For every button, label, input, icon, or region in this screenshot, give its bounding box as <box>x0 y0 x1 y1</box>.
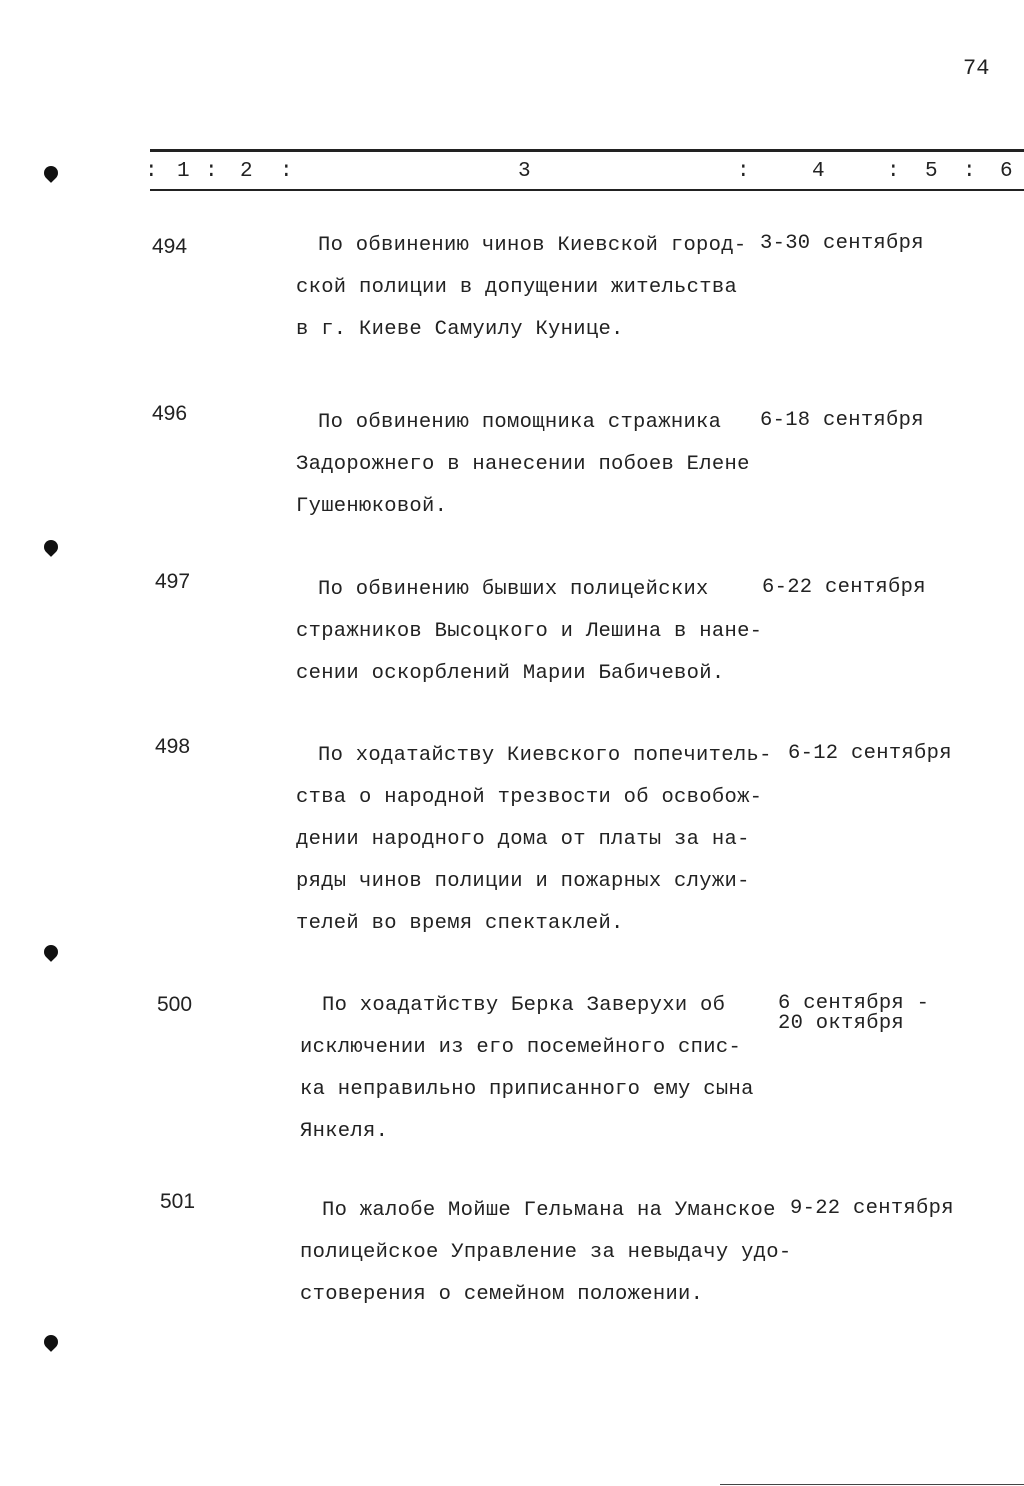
column-separator: : <box>205 160 218 183</box>
entry-date: 6-12 сентября <box>788 742 952 765</box>
entry-text-line: По жалобе Мойше Гельмана на Уманское <box>322 1199 776 1222</box>
binding-hole-mark <box>41 1332 61 1352</box>
entry-text-line: По обвинению бывших полицейских <box>318 578 709 601</box>
column-separator: : <box>963 160 976 183</box>
entry-text-line: стоверения о семейном положении. <box>300 1283 704 1306</box>
column-header-6: 6 <box>1000 160 1013 183</box>
entry-text-line: ка неправильно приписанного ему сына <box>300 1078 754 1101</box>
entry-text-line: Гушенюковой. <box>296 495 448 518</box>
entry-number: 498 <box>155 735 191 758</box>
entry-date: 6 сентября - <box>778 992 930 1015</box>
entry-text-line: в г. Киеве Самуилу Кунице. <box>296 318 624 341</box>
entry-text-line: сении оскорблений Марии Бабичевой. <box>296 662 725 685</box>
entry-text-line: полицейское Управление за невыдачу удо- <box>300 1241 792 1264</box>
entry-text-line: дении народного дома от платы за на- <box>296 828 750 851</box>
entry-number: 497 <box>155 570 191 593</box>
entry-text-line: По обвинению чинов Киевской город- <box>318 234 747 257</box>
entry-text-line: Задорожнего в нанесении побоев Елене <box>296 453 750 476</box>
entry-date: 6-22 сентября <box>762 576 926 599</box>
header-top-rule <box>150 149 1024 152</box>
binding-hole-mark <box>41 163 61 183</box>
entry-text-line: По хоадатйству Берка Заверухи об <box>322 994 726 1017</box>
entry-date: 6-18 сентября <box>760 409 924 432</box>
entry-text-line: исключении из его посемейного спис- <box>300 1036 742 1059</box>
entry-text-line: По ходатайству Киевского попечитель- <box>318 744 772 767</box>
entry-date: 9-22 сентября <box>790 1197 954 1220</box>
header-bottom-rule <box>150 189 1024 191</box>
column-separator: : <box>280 160 293 183</box>
entry-text-line: ства о народной трезвости об освобож- <box>296 786 763 809</box>
column-separator: : <box>887 160 900 183</box>
entry-text-line: По обвинению помощника стражника <box>318 411 722 434</box>
column-header-5: 5 <box>925 160 938 183</box>
binding-hole-mark <box>41 942 61 962</box>
entry-number: 494 <box>152 235 188 258</box>
bottom-rule <box>720 1484 1024 1485</box>
entry-text-line: ряды чинов полиции и пожарных служи- <box>296 870 750 893</box>
entry-text-line: Янкеля. <box>300 1120 389 1143</box>
column-header-1: 1 <box>177 160 190 183</box>
entry-date: 20 октября <box>778 1012 905 1035</box>
binding-hole-mark <box>41 537 61 557</box>
entry-date: 3-30 сентября <box>760 232 924 255</box>
entry-number: 501 <box>160 1190 196 1213</box>
page-number: 74 <box>963 56 990 81</box>
entry-number: 500 <box>157 993 193 1016</box>
column-separator: : <box>737 160 750 183</box>
column-header-2: 2 <box>240 160 253 183</box>
column-separator: : <box>145 160 158 183</box>
entry-text-line: стражников Высоцкого и Лешина в нане- <box>296 620 763 643</box>
entry-text-line: ской полиции в допущении жительства <box>296 276 738 299</box>
entry-text-line: телей во время спектаклей. <box>296 912 624 935</box>
column-header-3: 3 <box>518 160 531 183</box>
entry-number: 496 <box>152 402 188 425</box>
column-header-4: 4 <box>812 160 825 183</box>
